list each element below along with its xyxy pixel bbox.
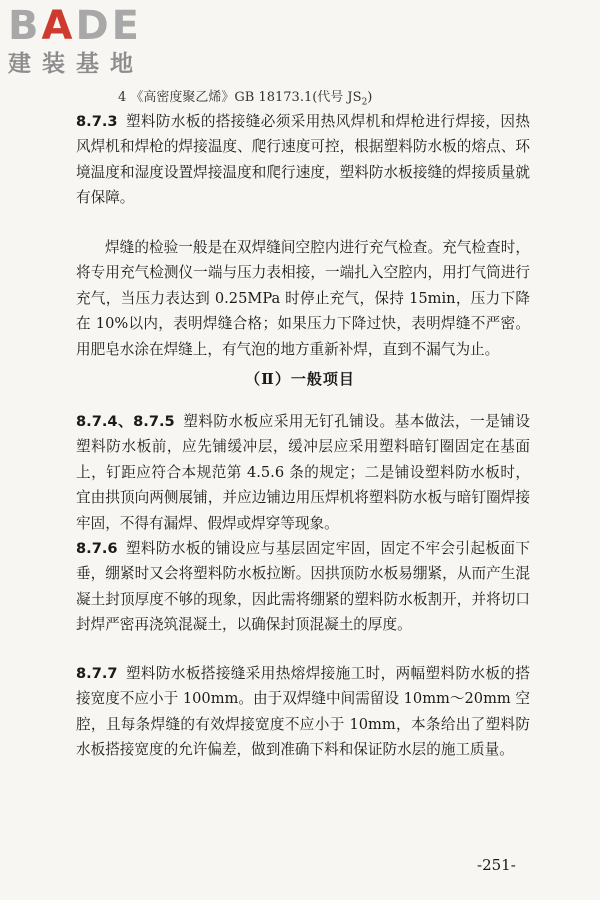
clause-text: 塑料防水板应采用无钉孔铺设。基本做法，一是铺设塑料防水板前，应先铺缓冲层，缓冲层应采用塑料暗钉圈固定在基面上，钉距应符合本规范第 4.5.6 条的规定；二是铺设塑料防水板时，宜由拱顶向两侧展铺，并应边铺边用压焊机将塑料防水板与暗钉圈焊接牢固，不得有漏焊、假焊或焊穿等现象。 [76,413,530,532]
section-8-7-6 [76,536,530,638]
section-heading-general-items: （Ⅱ）一般项目 [245,370,355,388]
page-number: -251- [477,856,516,874]
clause-number: 8.7.7 [76,665,118,682]
clause-text: 塑料防水板的铺设应与基层固定牢固，固定不牢会引起板面下垂，绷紧时又会将塑料防水板拉断。因拱顶防水板易绷紧，从而产生混凝土封顶厚度不够的现象，因此需将绷紧的塑料防水板割开，并将切口封焊严密再浇筑混凝土，以确保封顶混凝土的厚度。 [76,540,530,634]
previous-page-fragment [118,86,372,108]
logo-chinese-name: 建装基地 [8,51,144,77]
logo-wordmark: BADE [8,3,142,49]
fragment-suffix: ) [367,90,373,105]
section-8-7-4-8-7-5 [76,409,530,536]
paragraph-text: 焊缝的检验一般是在双焊缝间空腔内进行充气检查。充气检查时，将专用充气检测仪一端与压力表相接，一端扎入空腔内，用打气筒进行充气，当压力表达到 0.25MPa 时停止充气，保持 15min，压力下降在 10%以内，表明焊缝合格；如果压力下降过快，表明焊缝不严密。用肥皂水涂在焊缝上，有气泡的地方重新补焊，直到不漏气为止。 [76,239,530,358]
clause-number: 8.7.6 [76,540,118,557]
clause-text: 塑料防水板搭接缝采用热熔焊接施工时，两幅塑料防水板的搭接宽度不应小于 100mm。由于双焊缝中间需留设 10mm～20mm 空腔，且每条焊缝的有效焊接宽度不应小于 10mm，本条给出了塑料防水板搭接宽度的允许偏差，做到准确下料和保证防水层的施工质量。 [76,665,530,759]
section-8-7-7 [76,661,530,763]
fragment-subscript: 2 [361,97,368,108]
fragment-prefix: 4 《高密度聚乙烯》GB 18173.1(代号 JS [118,90,362,105]
clause-number: 8.7.4、8.7.5 [76,413,175,430]
clause-text: 塑料防水板的搭接缝必须采用热风焊机和焊枪进行焊接，因热风焊机和焊枪的焊接温度、爬行速度可控，根据塑料防水板的熔点、环境温度和湿度设置焊接温度和爬行速度，塑料防水板接缝的焊接质量就有保障。 [76,113,530,207]
site-logo [8,4,183,78]
section-8-7-3 [76,109,530,211]
clause-number: 8.7.3 [76,113,118,130]
weld-inspection-paragraph [76,235,530,362]
